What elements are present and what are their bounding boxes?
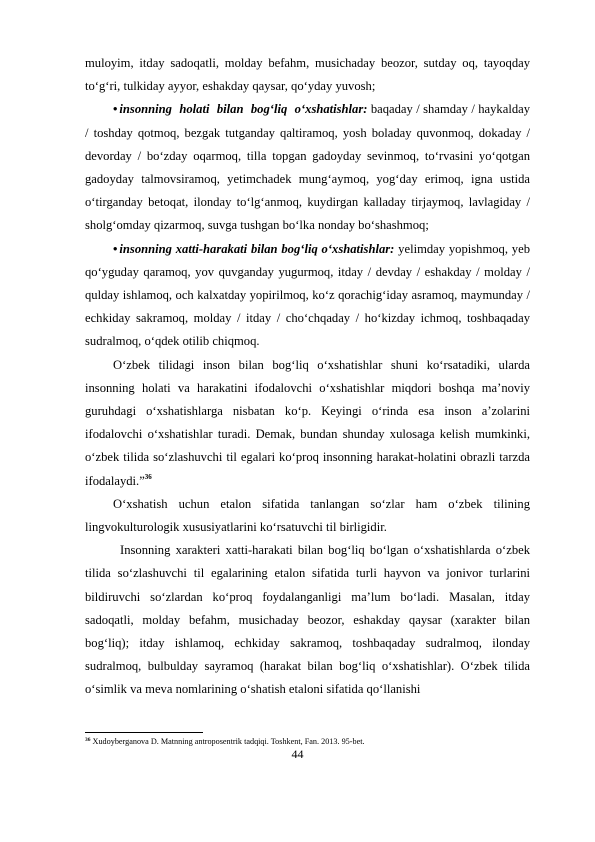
paragraph-6: Insonning xarakteri xatti-harakati bilan bog‘liq bo‘lgan o‘xshatishlarda o‘zbek tilida so‘zlashuvchi til egalarining etalon sifatida turli hayvon va jonivor turlarini bildiruvchi so‘zlardan ko‘proq foydalanganligi ma’lum bo‘ladi. Masalan, itday sadoqatli, molday befahm, musichaday beozor, eshakday qaysar (xarakter bilan bog‘liq); itday ishlamoq, echkiday sakramoq, toshbaqaday sudralmoq, ilonday sudralmoq, bulbulday sayramoq (harakat bilan bog‘liq o‘xshatishlar). O‘zbek tilida o‘simlik va meva nomlarining o‘shatish etaloni sifatida qo‘llanishi xyxy=(85,543,530,697)
paragraph-3-label: insonning xatti-harakati bilan bog‘liq o‘xshatishlar: xyxy=(119,241,395,256)
paragraph-2 xyxy=(85,98,530,237)
paragraph-2-text: baqaday / shamday / haykalday / toshday qotmoq, bezgak tutganday qaltiramoq, yosh boladay quvonmoq, dokaday / devorday / bo‘zday oqarmoq, tilla topgan gadoyday sevinmoq, to‘rvasini yo‘qotgan gadoyday talmovsiramoq, yetimchadek mung‘aymoq, yog‘day erimoq, igna ustida o‘tirganday betoqat, ilonday to‘lg‘anmoq, kuydirgan kalladay tirjaymoq, lavlagiday / sholg‘omday qizarmoq, suvga tushgan bo‘lka nonday bo‘shashmoq; xyxy=(85,102,530,233)
page-number: 44 xyxy=(291,747,304,761)
paragraph-3-text: yelimday yopishmoq, yeb qo‘yguday qaramoq, yov quvganday yugurmoq, itday / devday / eshakday / molday / qulday ishlamoq, och kalxatday yopirilmoq, ko‘z qorachig‘iday asramoq, maymunday / echkiday sakramoq, molday / itday / cho‘chqaday / ho‘kizday ichmoq, toshbaqaday sudralmoq, o‘qdek otilib chiqmoq. xyxy=(85,241,530,349)
paragraph-4 xyxy=(85,354,530,493)
footnote-number: 36 xyxy=(85,737,91,743)
paragraph-5: O‘xshatish uchun etalon sifatida tanlangan so‘zlar ham o‘zbek tilining lingvokulturologik xususiyatlarini ko‘rsatuvchi til birligidir. xyxy=(85,496,530,535)
paragraph-4-text: O‘zbek tilidagi inson bilan bog‘liq o‘xshatishlar shuni ko‘rsatadiki, ularda insonning holati va harakatini ifodalovchi o‘xshatishlar miqdori boshqa ma’noviy guruhdagi o‘xshatishlarga nisbatan ko‘p. Keyingi o‘rinda esa inson a’zolarini ifodalovchi o‘xshatishlar turadi. Demak, bundan shunday xulosaga kelish mumkinki, o‘zbek tilida so‘zlashuvchi til egalari ko‘proq insonning harakat-holatini obrazli tarzda ifodalaydi.” xyxy=(85,357,530,488)
paragraph-1: muloyim, itday sadoqatli, molday befahm, musichaday beozor, sutday oq, tayoqday to‘g‘ri, tulkiday ayyor, eshakday qaysar, qo‘yday yuvosh; xyxy=(85,56,530,94)
bullet-icon: • xyxy=(113,102,118,117)
bullet-icon: • xyxy=(113,241,118,256)
footnote xyxy=(85,736,530,747)
paragraph-3 xyxy=(85,238,530,354)
page-body xyxy=(85,52,530,702)
footnote-reference: 36 xyxy=(144,472,152,481)
footnote-divider xyxy=(85,732,203,733)
paragraph-2-label: insonning holati bilan bog‘liq o‘xshatishlar: xyxy=(119,102,368,117)
footnote-text: Xudoyberganova D. Matnning antroposentrik tadqiqi. Toshkent, Fan. 2013. 95-bet. xyxy=(90,737,365,746)
